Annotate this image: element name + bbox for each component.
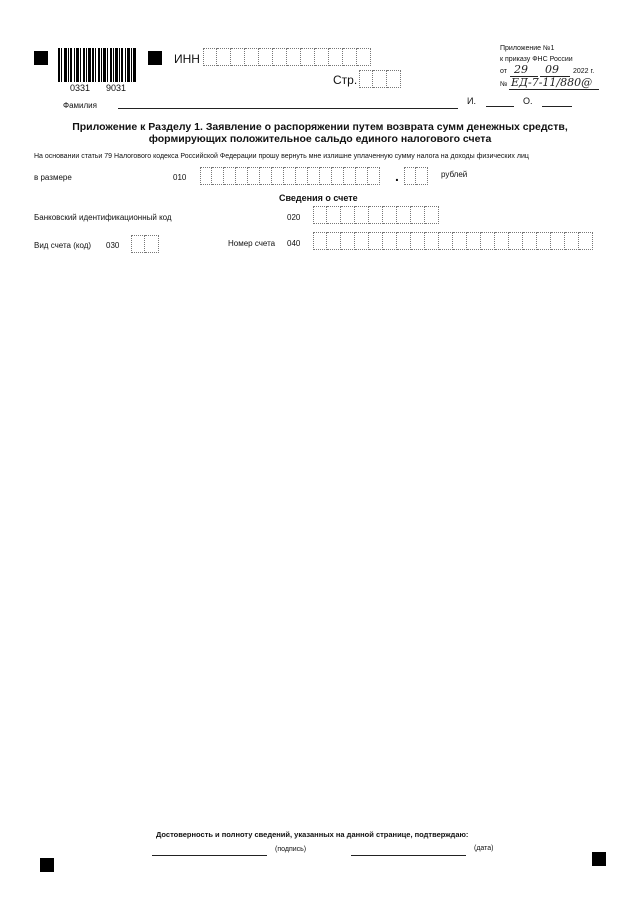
registration-marker-bottom-right	[592, 852, 606, 866]
amount-rubles-field[interactable]	[200, 167, 380, 185]
order-date-day: 29	[514, 63, 528, 76]
date-label: (дата)	[474, 845, 494, 852]
order-line-1: Приложение №1	[500, 45, 555, 52]
initial-i-label: И.	[467, 96, 476, 106]
initial-i-input-line[interactable]	[486, 106, 514, 107]
bik-code: 020	[287, 213, 301, 222]
page-number-field[interactable]	[359, 70, 401, 88]
order-number: ЕД-7-11/880@	[511, 76, 593, 89]
barcode-number-left: 0331	[70, 83, 91, 93]
account-number-code: 040	[287, 239, 301, 248]
account-number-field[interactable]	[313, 232, 593, 250]
amount-unit: рублей	[441, 170, 468, 179]
signature-label: (подпись)	[275, 846, 307, 853]
footer-confirmation-text: Достоверность и полноту сведений, указанных на данной странице, подтверждаю:	[156, 830, 469, 839]
initial-o-label: О.	[523, 96, 533, 106]
registration-marker-bottom-left	[40, 858, 54, 872]
account-type-field[interactable]	[131, 235, 159, 253]
barcode-number-right: 9031	[106, 83, 127, 93]
barcode-graphic	[58, 48, 136, 82]
initial-o-input-line[interactable]	[542, 106, 572, 107]
order-from-prefix: от	[500, 68, 507, 75]
order-number-prefix: №	[500, 81, 508, 88]
amount-label: в размере	[34, 173, 72, 182]
account-type-code: 030	[106, 241, 120, 250]
amount-code: 010	[173, 173, 187, 182]
registration-marker-top-mid	[148, 51, 162, 65]
order-year: 2022 г.	[573, 68, 595, 75]
order-date-month: 09	[545, 63, 559, 76]
signature-line[interactable]	[152, 855, 267, 856]
inn-label: ИНН	[174, 52, 200, 66]
surname-label: Фамилия	[63, 101, 97, 110]
registration-marker-top-left	[34, 51, 48, 65]
inn-field[interactable]	[203, 48, 371, 66]
intro-text: На основании статьи 79 Налогового кодекса Российской Федерации прошу вернуть мне излишне уплаченную сумму налога на доходы физических лиц	[34, 153, 529, 160]
account-type-label: Вид счета (код)	[34, 241, 92, 250]
section-title-line-2: формирующих положительное сальдо единого налогового счета	[148, 133, 492, 145]
section-title-line-1: Приложение к Разделу 1. Заявление о распоряжении путем возврата сумм денежных средств,	[72, 121, 568, 133]
account-number-label: Номер счета	[228, 239, 276, 248]
amount-separator: .	[395, 168, 399, 184]
order-number-line	[509, 89, 599, 90]
bik-label: Банковский идентификационный код	[34, 213, 172, 222]
bik-field[interactable]	[313, 206, 439, 224]
account-section-heading: Сведения о счете	[279, 193, 358, 203]
order-line-2: к приказу ФНС России	[500, 56, 573, 63]
page-label: Стр.	[333, 73, 358, 87]
date-line[interactable]	[351, 855, 466, 856]
surname-input-line[interactable]	[118, 108, 458, 109]
amount-kopecks-field[interactable]	[404, 167, 428, 185]
